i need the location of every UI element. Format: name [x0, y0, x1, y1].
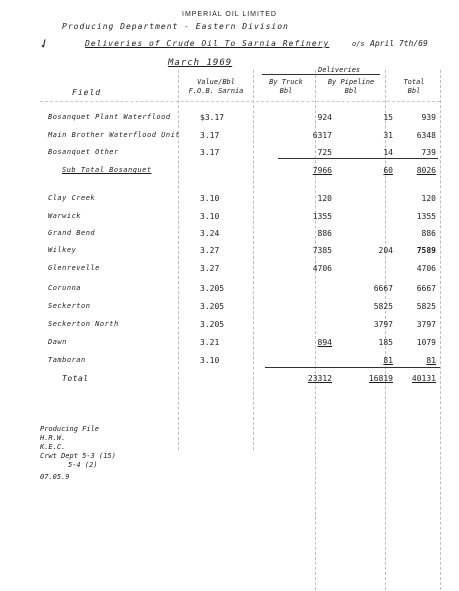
value-header-line-1: Value/Bbl [197, 78, 235, 86]
report-date: April 7th/69 [370, 39, 428, 48]
grid-line [253, 70, 254, 450]
row-total: 8026 [416, 166, 436, 175]
row-pipeline: 204 [378, 246, 393, 255]
row-price: 3.24 [200, 229, 220, 238]
value-column-header [185, 78, 247, 96]
row-total: 6348 [416, 131, 436, 140]
note-line: Producing File [40, 425, 100, 433]
row-total: 81 [426, 356, 436, 365]
row-truck: 4706 [312, 264, 332, 273]
row-price: 3.10 [200, 194, 220, 203]
row-total: 6667 [416, 284, 436, 293]
row-truck: 6317 [312, 131, 332, 140]
row-price: 3.27 [200, 264, 220, 273]
row-field: Bosanquet Other [48, 148, 119, 156]
row-price: 3.205 [200, 284, 225, 293]
row-total: 7589 [416, 246, 436, 255]
row-pipeline: 5825 [373, 302, 393, 311]
deliveries-rule [262, 74, 380, 75]
row-pipeline: 15 [383, 113, 393, 122]
deliveries-group-header: Deliveries [318, 66, 361, 74]
row-price: 3.205 [200, 320, 225, 329]
row-truck: 23312 [307, 374, 332, 383]
subtotal-rule [278, 158, 438, 159]
row-total: 40131 [411, 374, 436, 383]
department-name: Producing Department - Eastern Division [62, 22, 289, 31]
row-field: Warwick [48, 212, 82, 220]
row-field: Bosanquet Plant Waterflood [48, 113, 171, 121]
note-line: 5-4 (2) [68, 461, 98, 469]
row-price: 3.205 [200, 302, 225, 311]
row-truck: 894 [317, 338, 332, 347]
row-price: 3.21 [200, 338, 220, 347]
check-mark-icon: ✓ [37, 34, 52, 54]
row-total: 3797 [416, 320, 436, 329]
row-truck: 1355 [312, 212, 332, 221]
total-rule [265, 367, 440, 368]
row-truck: 725 [317, 148, 332, 157]
row-total: 939 [421, 113, 436, 122]
row-total: 1079 [416, 338, 436, 347]
distribution-notes [40, 425, 116, 482]
row-total: 886 [421, 229, 436, 238]
row-field: Main Brother Waterflood Unit [48, 131, 181, 139]
row-pipeline: 31 [383, 131, 393, 140]
row-total: 5825 [416, 302, 436, 311]
pipeline-header-line-2: Bbl [344, 87, 358, 95]
total-column-header [390, 78, 438, 96]
row-pipeline: 81 [383, 356, 393, 365]
total-header-line-1: Total [403, 78, 425, 86]
row-truck: 924 [317, 113, 332, 122]
pipeline-header-line-1: By Pipeline [327, 78, 375, 86]
row-field: Seckerton [48, 302, 91, 310]
row-price: 3.17 [200, 131, 220, 140]
row-field: Total [62, 374, 89, 383]
row-price: 3.17 [200, 148, 220, 157]
row-price: 3.10 [200, 212, 220, 221]
field-column-header: Field [72, 88, 102, 97]
truck-header-line-1: By Truck [269, 78, 303, 86]
header-rule [40, 101, 440, 102]
row-field: Dawn [48, 338, 67, 346]
row-pipeline: 16819 [368, 374, 393, 383]
row-field: Seckerton North [48, 320, 119, 328]
row-field: Sub Total Bosanquet [62, 166, 152, 174]
row-truck: 886 [317, 229, 332, 238]
report-title: Deliveries of Crude Oil To Sarnia Refinery [85, 39, 330, 48]
row-pipeline: 14 [383, 148, 393, 157]
company-name: IMPERIAL OIL LIMITED [182, 11, 277, 18]
note-line: H.R.W. [40, 434, 66, 442]
row-price: 3.27 [200, 246, 220, 255]
truck-column-header [258, 78, 314, 96]
row-total: 4706 [416, 264, 436, 273]
row-total: 739 [421, 148, 436, 157]
row-field: Wilkey [48, 246, 77, 254]
row-field: Grand Bend [48, 229, 96, 237]
row-pipeline: 185 [378, 338, 393, 347]
row-pipeline: 60 [383, 166, 393, 175]
row-total: 1355 [416, 212, 436, 221]
row-pipeline: 6667 [373, 284, 393, 293]
note-line: Crwt Dept 5-3 (15) [40, 452, 116, 460]
row-field: Glenrevelle [48, 264, 100, 272]
pipeline-column-header [318, 78, 384, 96]
total-header-line-2: Bbl [407, 87, 421, 95]
date-prefix: o/s [352, 40, 365, 48]
row-truck: 7966 [312, 166, 332, 175]
row-price: $3.17 [200, 113, 225, 122]
row-truck: 7385 [312, 246, 332, 255]
truck-header-line-2: Bbl [279, 87, 293, 95]
row-field: Clay Creek [48, 194, 96, 202]
value-header-line-2: F.O.B. Sarnia [188, 87, 244, 95]
note-line: K.E.C. [40, 443, 66, 451]
row-field: Corunna [48, 284, 82, 292]
row-field: Tamboran [48, 356, 86, 364]
row-total: 120 [421, 194, 436, 203]
row-pipeline: 3797 [373, 320, 393, 329]
row-price: 3.10 [200, 356, 220, 365]
note-line: 07.05.9 [40, 473, 70, 481]
report-month: March 1969 [168, 58, 233, 68]
row-truck: 120 [317, 194, 332, 203]
grid-line [440, 70, 441, 590]
grid-line [178, 70, 179, 450]
